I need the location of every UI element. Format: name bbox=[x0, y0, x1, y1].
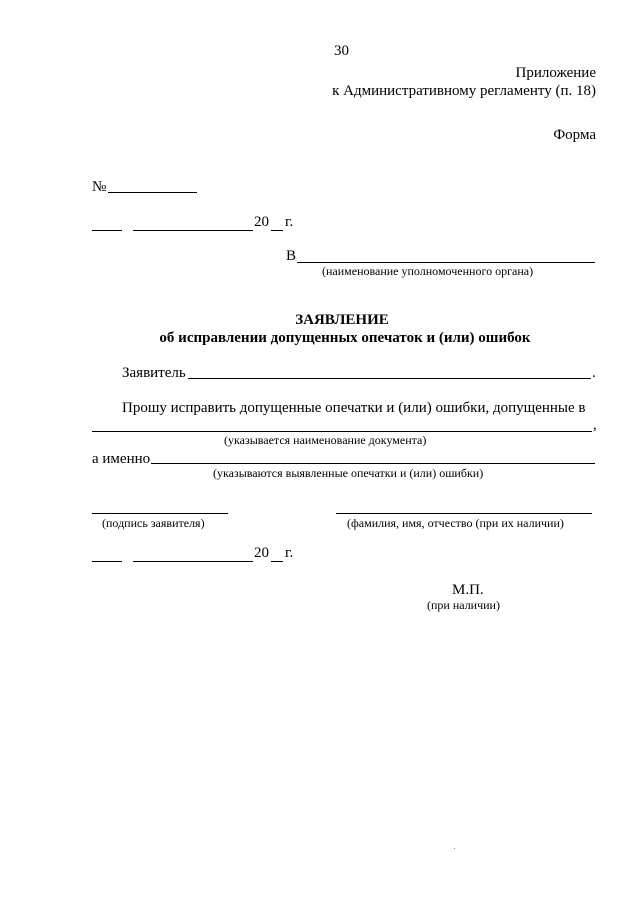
appendix-reference: к Административному регламенту (п. 18) bbox=[332, 83, 596, 99]
date2-month-line[interactable] bbox=[133, 561, 253, 562]
date-year-line[interactable] bbox=[271, 230, 283, 231]
page-number: 30 bbox=[334, 43, 349, 59]
date2-year-label: 20 bbox=[254, 545, 269, 561]
stamp-hint: (при наличии) bbox=[427, 598, 500, 612]
addressee-field-line[interactable] bbox=[297, 262, 595, 263]
namely-label: а именно bbox=[92, 451, 151, 467]
date2-suffix: г. bbox=[285, 545, 294, 561]
addressee-hint: (наименование уполномоченного органа) bbox=[322, 264, 534, 278]
applicant-label: Заявитель bbox=[122, 365, 186, 381]
request-text: Прошу исправить допущенные опечатки и (или) ошибки, допущенные в bbox=[122, 400, 586, 416]
full-name-hint: (фамилия, имя, отчество (при их наличии) bbox=[347, 516, 564, 530]
document-name-hint: (указывается наименование документа) bbox=[224, 433, 427, 447]
addressee-prefix: В bbox=[286, 248, 297, 264]
document-subtitle: об исправлении допущенных опечаток и (или) ошибок bbox=[159, 330, 531, 346]
errors-field-line[interactable] bbox=[151, 463, 595, 464]
date-day-line[interactable] bbox=[92, 230, 122, 231]
number-label: № bbox=[92, 179, 107, 195]
form-label: Форма bbox=[553, 127, 596, 143]
date2-day-line[interactable] bbox=[92, 561, 122, 562]
number-field-line[interactable] bbox=[108, 192, 197, 193]
signature-line[interactable] bbox=[92, 513, 228, 514]
errors-hint: (указываются выявленные опечатки и (или) ошибки) bbox=[213, 466, 484, 480]
applicant-end-mark: . bbox=[592, 365, 596, 381]
full-name-line[interactable] bbox=[336, 513, 592, 514]
signature-hint: (подпись заявителя) bbox=[102, 516, 205, 530]
stamp-label: М.П. bbox=[452, 582, 484, 598]
document-title: ЗАЯВЛЕНИЕ bbox=[295, 312, 389, 328]
request-end-mark: , bbox=[593, 417, 597, 433]
scan-speck bbox=[454, 848, 455, 849]
document-name-line[interactable] bbox=[92, 431, 592, 432]
applicant-field-line[interactable] bbox=[188, 378, 591, 379]
date-year-label: 20 bbox=[254, 214, 269, 230]
appendix-label: Приложение bbox=[515, 65, 596, 81]
date-suffix: г. bbox=[285, 214, 294, 230]
date2-year-line[interactable] bbox=[271, 561, 283, 562]
date-month-line[interactable] bbox=[133, 230, 253, 231]
